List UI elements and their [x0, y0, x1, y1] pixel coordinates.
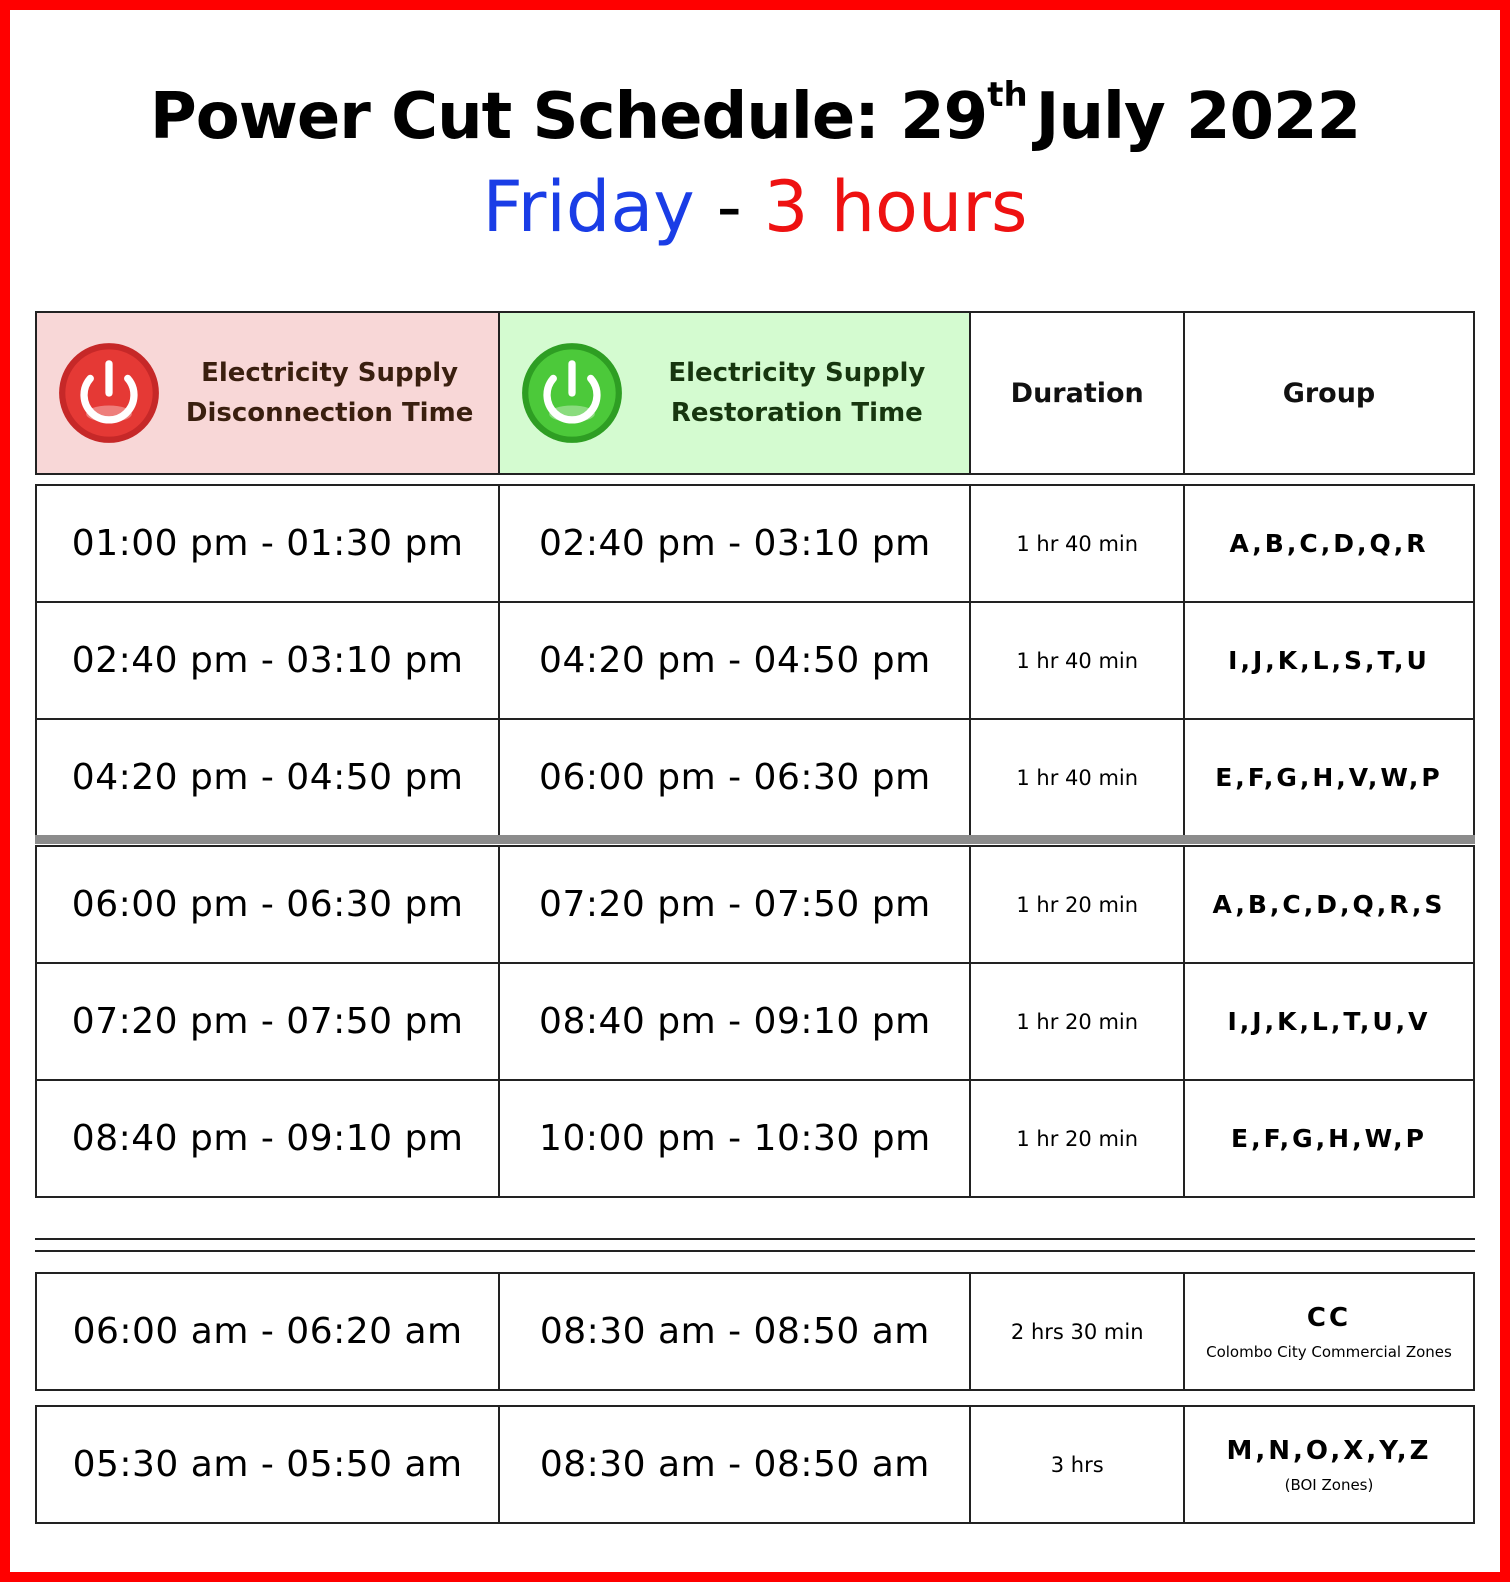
- table-row: [36, 1080, 1474, 1197]
- header-disconnection-line1: Electricity Supply: [201, 358, 459, 388]
- page-subtitle: [0, 162, 1510, 252]
- schedule-boi: [35, 1405, 1475, 1524]
- separator-line: [35, 1238, 1475, 1240]
- restore-time: 04:20 pm - 04:50 pm: [499, 602, 970, 719]
- section-divider: [35, 835, 1475, 844]
- page-title: Power Cut Schedule: 29th July 2022: [149, 75, 1361, 154]
- subtitle-dash: -: [716, 166, 742, 248]
- restore-time: 08:30 am - 08:50 am: [499, 1273, 970, 1390]
- group: CC: [1306, 1302, 1352, 1333]
- disconnect-time: 05:30 am - 05:50 am: [36, 1406, 499, 1523]
- group: I,J,K,L,S,T,U: [1184, 602, 1474, 719]
- duration: 1 hr 20 min: [970, 846, 1183, 963]
- group-note: (BOI Zones): [1284, 1475, 1374, 1494]
- restore-time: 10:00 pm - 10:30 pm: [499, 1080, 970, 1197]
- schedule-block-2: [35, 845, 1475, 1198]
- table-row: [36, 846, 1474, 963]
- duration: 1 hr 40 min: [970, 719, 1183, 836]
- duration: 1 hr 40 min: [970, 602, 1183, 719]
- table-row: [36, 1406, 1474, 1523]
- table-row: [36, 719, 1474, 836]
- disconnect-time: 01:00 pm - 01:30 pm: [36, 485, 499, 602]
- duration: 2 hrs 30 min: [970, 1273, 1183, 1390]
- header-disconnection-line2: Disconnection Time: [185, 398, 474, 428]
- group: M,N,O,X,Y,Z: [1226, 1435, 1432, 1466]
- table-row: [36, 963, 1474, 1080]
- header-restoration-line1: Electricity Supply: [668, 358, 926, 388]
- subtitle-day: Friday: [482, 166, 695, 248]
- group: A,B,C,D,Q,R,S: [1184, 846, 1474, 963]
- group-note: Colombo City Commercial Zones: [1206, 1342, 1452, 1361]
- header-disconnection-time: [36, 312, 499, 474]
- header-duration: Duration: [970, 312, 1183, 474]
- power-off-icon: [57, 341, 161, 445]
- header-restoration-line2: Restoration Time: [670, 398, 923, 428]
- disconnect-time: 06:00 pm - 06:30 pm: [36, 846, 499, 963]
- disconnect-time: 02:40 pm - 03:10 pm: [36, 602, 499, 719]
- schedule-cc: [35, 1272, 1475, 1391]
- restore-time: 07:20 pm - 07:50 pm: [499, 846, 970, 963]
- disconnect-time: 04:20 pm - 04:50 pm: [36, 719, 499, 836]
- restore-time: 06:00 pm - 06:30 pm: [499, 719, 970, 836]
- power-on-icon: [520, 341, 624, 445]
- group: E,F,G,H,W,P: [1184, 1080, 1474, 1197]
- duration: 1 hr 20 min: [970, 1080, 1183, 1197]
- restore-time: 02:40 pm - 03:10 pm: [499, 485, 970, 602]
- subtitle-hours: 3 hours: [763, 166, 1028, 248]
- duration: 3 hrs: [970, 1406, 1183, 1523]
- header-restoration-time: [499, 312, 970, 474]
- schedule-block-1: [35, 484, 1475, 837]
- duration: 1 hr 40 min: [970, 485, 1183, 602]
- group: I,J,K,L,T,U,V: [1184, 963, 1474, 1080]
- schedule-header: [35, 311, 1475, 475]
- disconnect-time: 08:40 pm - 09:10 pm: [36, 1080, 499, 1197]
- group: E,F,G,H,V,W,P: [1184, 719, 1474, 836]
- restore-time: 08:30 am - 08:50 am: [499, 1406, 970, 1523]
- group: A,B,C,D,Q,R: [1184, 485, 1474, 602]
- table-row: [36, 602, 1474, 719]
- separator-line: [35, 1250, 1475, 1252]
- restore-time: 08:40 pm - 09:10 pm: [499, 963, 970, 1080]
- header-group: Group: [1184, 312, 1474, 474]
- group-cell: [1184, 1406, 1474, 1523]
- group-cell: [1184, 1273, 1474, 1390]
- table-row: [36, 485, 1474, 602]
- duration: 1 hr 20 min: [970, 963, 1183, 1080]
- disconnect-time: 07:20 pm - 07:50 pm: [36, 963, 499, 1080]
- table-row: [36, 1273, 1474, 1390]
- disconnect-time: 06:00 am - 06:20 am: [36, 1273, 499, 1390]
